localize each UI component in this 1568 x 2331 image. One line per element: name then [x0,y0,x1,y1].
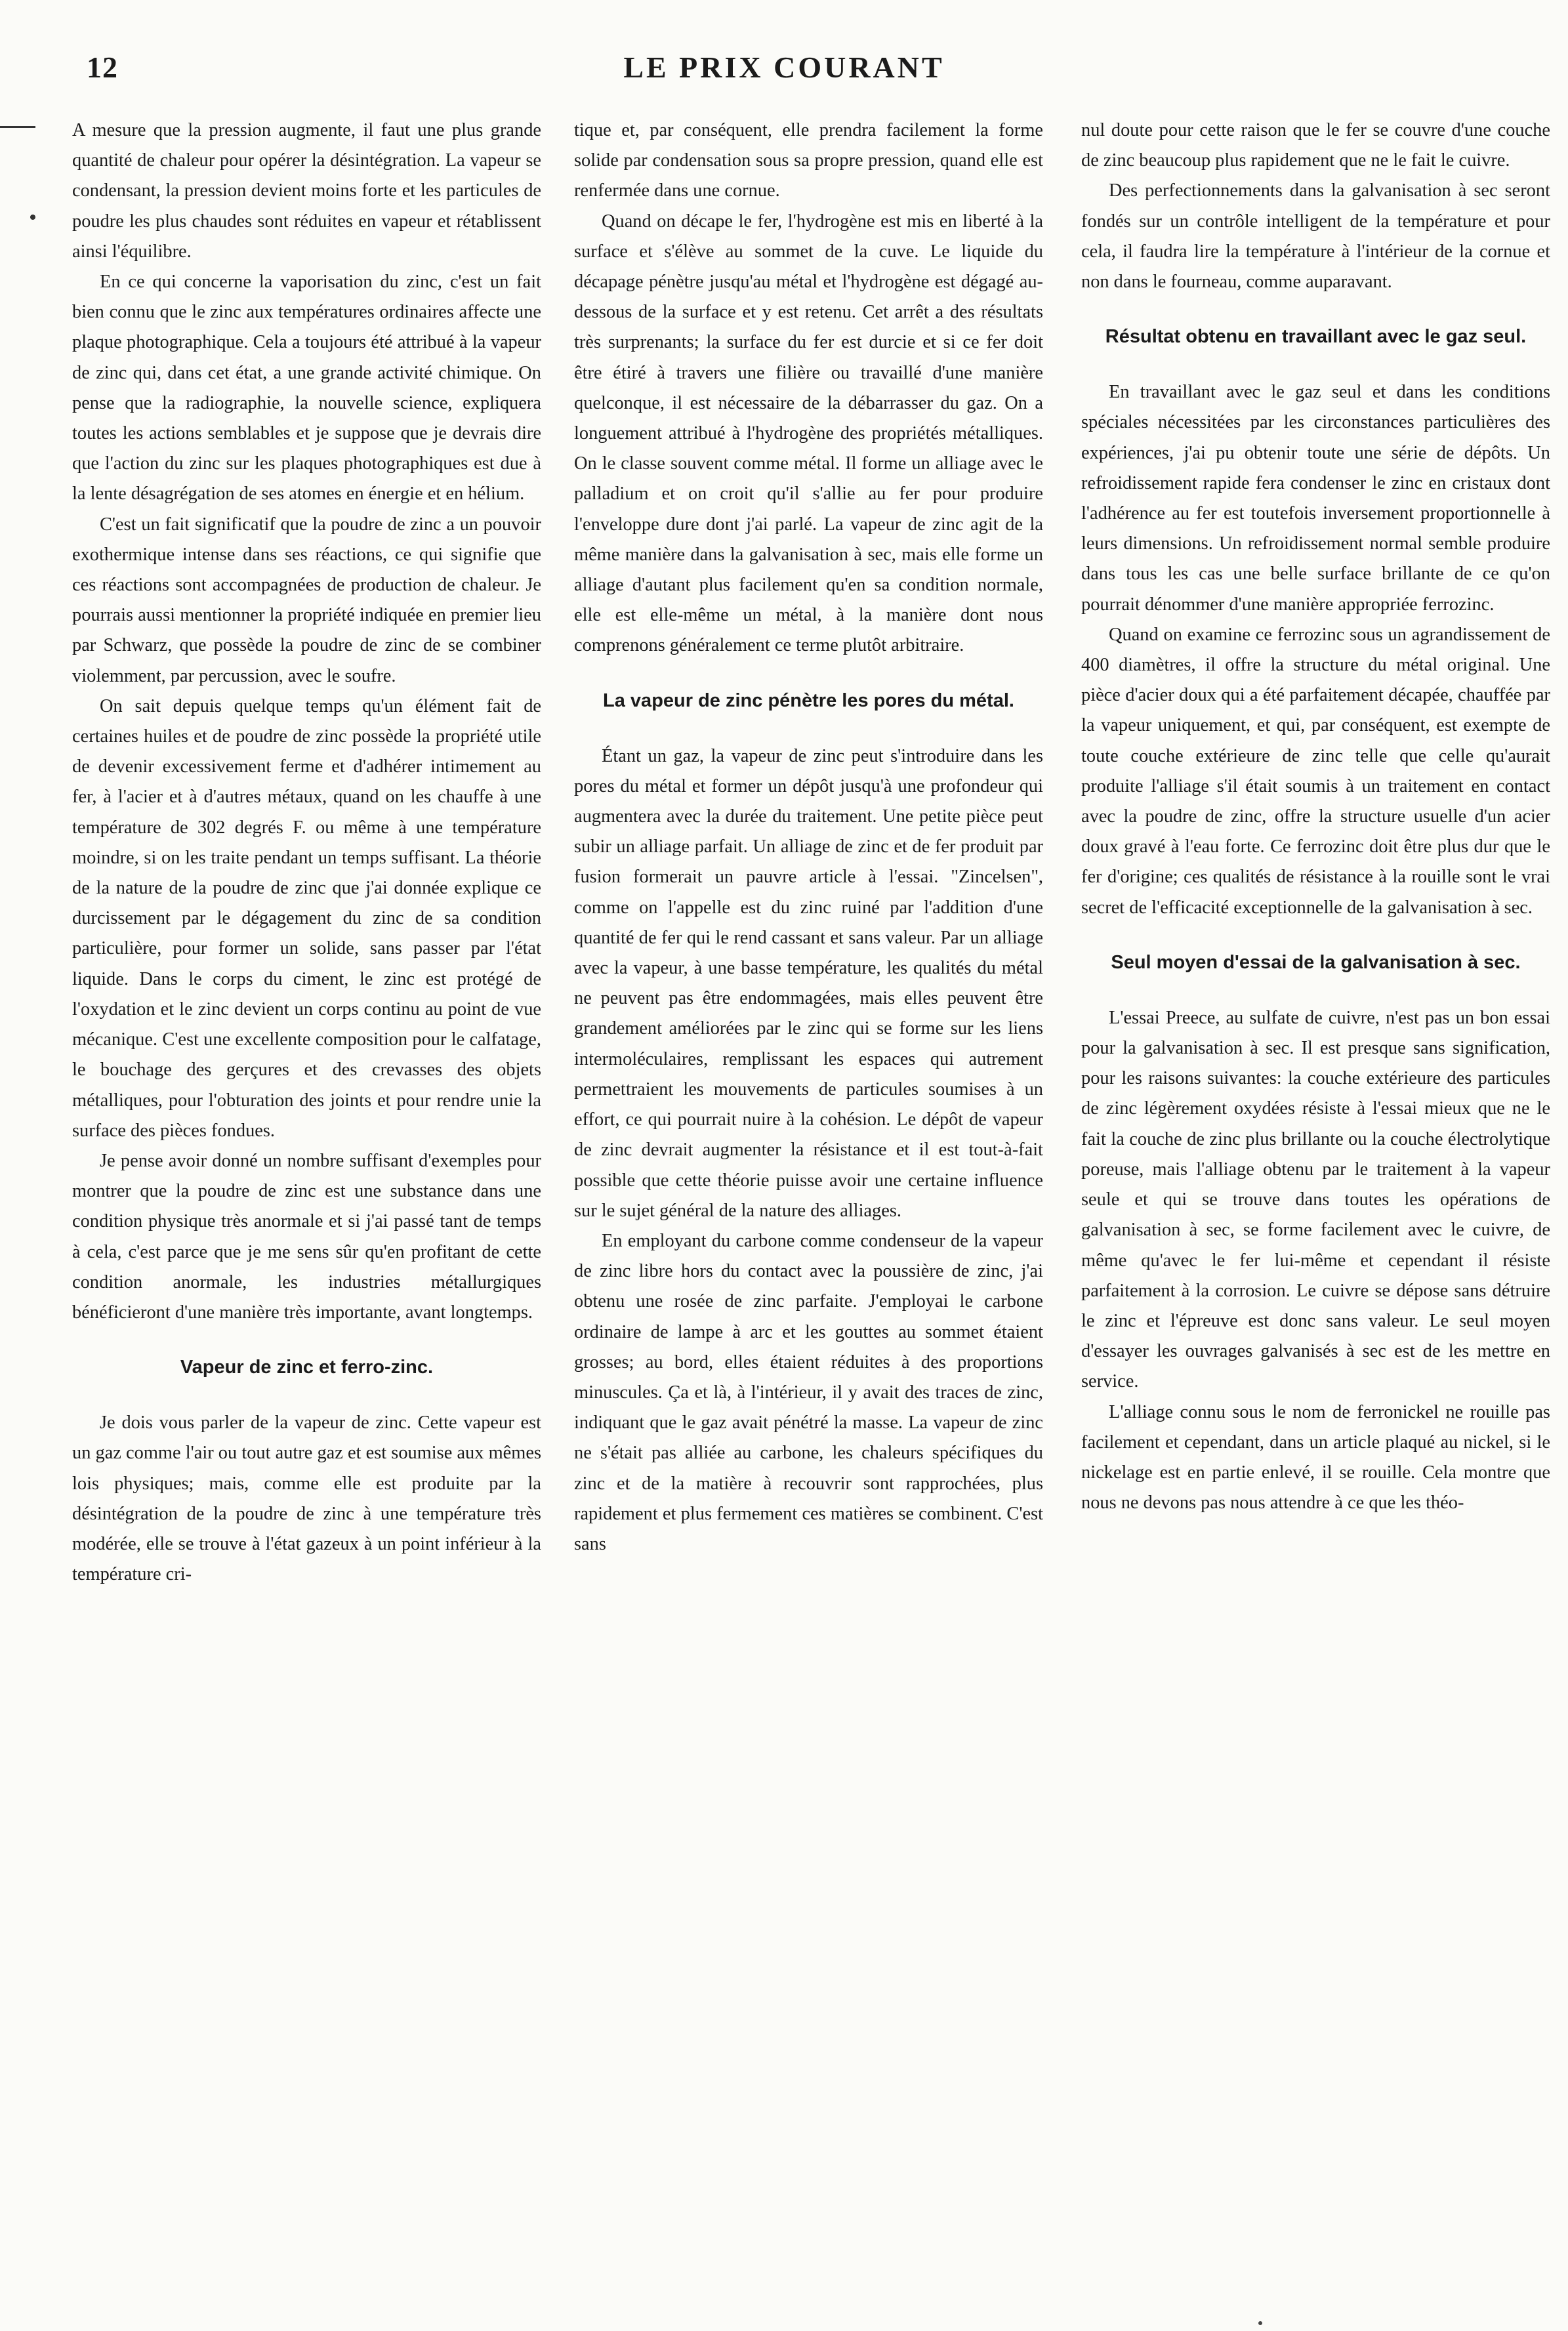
paragraph: Des perfectionnements dans la galvanisation à sec seront fondés sur un contrôle intelligent de la température et pour cela, il faudra lire la température à l'intérieur de la cornue et non dans le fourneau, comme auparavant. [1081,180,1550,293]
article-column-2 [574,115,1043,2320]
section-heading: Résultat obtenu en travaillant avec le gaz seul. [1105,326,1527,348]
margin-rule [0,126,35,128]
section-heading: La vapeur de zinc pénètre les pores du métal. [603,690,1014,711]
paragraph: A mesure que la pression augmente, il faut une plus grande quantité de chaleur pour opérer la désintégration. La vapeur se condensant, la pression devient moins forte et les particules de poudre les plus chaudes sont réduites en vapeur et rétablissent ainsi l'équilibre. [72,120,541,262]
paragraph: Quand on examine ce ferrozinc sous un agrandissement de 400 diamètres, il offre la structure du métal original. Une pièce d'acier doux qui a été parfaitement décapée, chauffée par la vapeur uniquement, et qui, par conséquent, est exempte de toute couche extérieure de zinc telle que celle qu'aurait produite l'alliage s'il était soumis à un traitement en contact avec la poudre de zinc, offre la structure usuelle d'un acier doux gravé à l'eau forte. Ce ferrozinc doit être plus dur que le fer d'origine; ces qualités de résistance à la rouille sont le vrai secret de l'efficacité exceptionnelle de la galvanisation à sec. [1081,624,1550,918]
page-number: 12 [87,51,118,84]
running-title: LE PRIX COURANT [623,51,945,84]
paragraph: tique et, par conséquent, elle prendra facilement la forme solide par condensation sous sa propre pression, quand elle est renfermée dans une cornue. [574,120,1043,201]
section-heading: Seul moyen d'essai de la galvanisation à sec. [1111,951,1521,973]
paragraph: En ce qui concerne la vaporisation du zinc, c'est un fait bien connu que le zinc aux températures ordinaires affecte une plaque photographique. Cela a toujours été attribué à la vapeur de zinc qui, dans cet état, a une grande activité chimique. On pense que la radiographie, la nouvelle science, expliquera toutes les actions semblables et je suppose que je devrais dire que l'action du zinc sur les plaques photographiques est due à la lente désagrégation de ses atomes en énergie et en hélium. [72,272,541,505]
section-heading: Vapeur de zinc et ferro-zinc. [180,1357,434,1378]
ink-speck [1258,2321,1262,2325]
article-column-1 [72,115,541,2320]
paragraph: On sait depuis quelque temps qu'un élément fait de certaines huiles et de poudre de zinc possède la propriété utile de devenir excessivement ferme et d'adhérer intimement au fer, à l'acier et à d'autres métaux, quand on les chauffe à une température de 302 degrés F. ou même à une température moindre, si on les traite pendant un temps suffisant. La théorie de la nature de la poudre de zinc que j'ai donnée explique ce durcissement par le dégagement du zinc de sa condition particulière, pour former un solide, sans passer par l'état liquide. Dans le corps du ciment, le zinc est protégé de l'oxydation et le zinc devient un corps continu au point de vue mécanique. C'est une excellente composition pour le calfatage, le bouchage des gerçures et des crevasses des objets métalliques, pour l'obturation des joints et pour rendre unie la surface des pièces fondues. [72,695,541,1141]
paragraph: En travaillant avec le gaz seul et dans les conditions spéciales nécessitées par les circonstances particulières des expériences, j'ai pu obtenir toute une série de dépôts. Un refroidissement rapide fera condenser le zinc en cristaux dont l'adhérence au fer est toutefois inversement proportionnelle à leurs dimensions. Un refroidissement normal semble produire dans tous les cas une belle surface brillante de ce qu'on pourrait dénommer d'une manière appropriée ferrozinc. [1081,382,1550,615]
paragraph: Quand on décape le fer, l'hydrogène est mis en liberté à la surface et s'élève au sommet de la cuve. Le liquide du décapage pénètre jusqu'au métal et l'hydrogène est dégagé au-dessous de la surface et y est retenu. Cet arrêt a des résultats très surprenants; la surface du fer est durcie et si ce fer doit être étiré à travers une filière ou travaillé d'une manière quelconque, il est nécessaire de la débarrasser du gaz. On a longuement attribué à l'hydrogène des propriétés métalliques. On le classe souvent comme métal. Il forme un alliage avec le palladium et on croit qu'il s'allie au fer pour produire l'enveloppe dure dont j'ai parlé. La vapeur de zinc agit de la même manière dans la galvanisation à sec, mais elle forme un alliage d'autant plus facilement qu'en sa condition normale, elle est elle-même un métal, à la manière dont nous comprenons généralement ce terme plutôt arbitraire. [574,211,1043,656]
paragraph: Étant un gaz, la vapeur de zinc peut s'introduire dans les pores du métal et former un dépôt jusqu'à une profondeur qui augmentera avec la durée du traitement. Une petite pièce peut subir un alliage parfait. Un alliage de zinc et de fer produit par fusion formerait un pauvre article à l'essai. "Zincelsen", comme on l'appelle est du zinc ruiné par l'addition d'une quantité de fer qui le rend cassant et sans valeur. Par un alliage avec la vapeur, à une basse température, les qualités du métal ne peuvent pas être endommagées, mais elles peuvent être grandement améliorées par le zinc qui se forme sur les liens intermoléculaires, remplissant les espaces qui autrement permettraient les mouvements de particules soumises à un effort, ce qui pourrait nuire à la cohésion. Le dépôt de vapeur de zinc devrait augmenter la résistance et il est tout-à-fait possible que cette théorie puisse avoir une certaine influence sur le sujet général de la nature des alliages. [574,745,1043,1221]
paragraph: Je dois vous parler de la vapeur de zinc. Cette vapeur est un gaz comme l'air ou tout autre gaz et est soumise aux mêmes lois physiques; mais, comme elle est produite par la désintégration de la poudre de zinc à une température très modérée, elle se trouve à l'état gazeux à un point inférieur à la température cri- [72,1413,541,1585]
paragraph: C'est un fait significatif que la poudre de zinc a un pouvoir exothermique intense dans ses réactions, ce qui signifie que ces réactions sont accompagnées de production de chaleur. Je pourrais aussi mentionner la propriété indiquée en premier lieu par Schwarz, que possède la poudre de zinc de se combiner violemment, par percussion, avec le soufre. [72,514,541,686]
margin-mark [30,215,35,220]
paragraph: L'essai Preece, au sulfate de cuivre, n'est pas un bon essai pour la galvanisation à sec. Il est presque sans signification, pour les raisons suivantes: la couche extérieure des particules de zinc légèrement oxydées résiste à l'essai mieux que ne le fait la couche de zinc plus brillante ou la couche électrolytique poreuse, mais l'alliage obtenu par le traitement à la vapeur seule et qui se trouve dans toutes les opérations de galvanisation à sec, se forme facilement avec le cuivre, de même qu'avec le fer lui-même et cependant il résiste parfaitement à la corrosion. Le cuivre se dépose sans détruire le zinc et l'épreuve est donc sans valeur. Le seul moyen d'essayer les ouvrages galvanisés à sec est de les mettre en service. [1081,1007,1550,1392]
paragraph: L'alliage connu sous le nom de ferronickel ne rouille pas facilement et cependant, dans un article plaqué au nickel, si le nickelage est en partie enlevé, il se rouille. Cela montre que nous ne devons pas nous attendre à ce que les théo- [1081,1401,1550,1514]
paragraph: nul doute pour cette raison que le fer se couvre d'une couche de zinc beaucoup plus rapidement que ne le fait le cuivre. [1081,120,1550,171]
paragraph: En employant du carbone comme condenseur de la vapeur de zinc libre hors du contact avec la poussière de zinc, j'ai obtenu une rosée de zinc parfaite. J'employai le carbone ordinaire de lampe à arc et les gouttes au sommet étaient grosses; au bord, elles étaient réduites à des proportions minuscules. Ça et là, à l'intérieur, il y avait des traces de zinc, indiquant que le gaz avait pénétré la masse. La vapeur de zinc ne s'était pas alliée au carbone, les chaleurs spécifiques du zinc et de la matière à recouvrir sont rapprochées, plus rapidement et plus fermement ces matières se combinent. C'est sans [574,1230,1043,1554]
article-column-3 [1081,115,1550,2320]
paragraph: Je pense avoir donné un nombre suffisant d'exemples pour montrer que la poudre de zinc est une substance dans une condition physique très anormale et si j'ai passé tant de temps à cela, c'est parce que je me sens sûr qu'en profitant de cette condition anormale, les industries métallurgiques bénéficieront d'une manière très importante, avant longtemps. [72,1150,541,1323]
